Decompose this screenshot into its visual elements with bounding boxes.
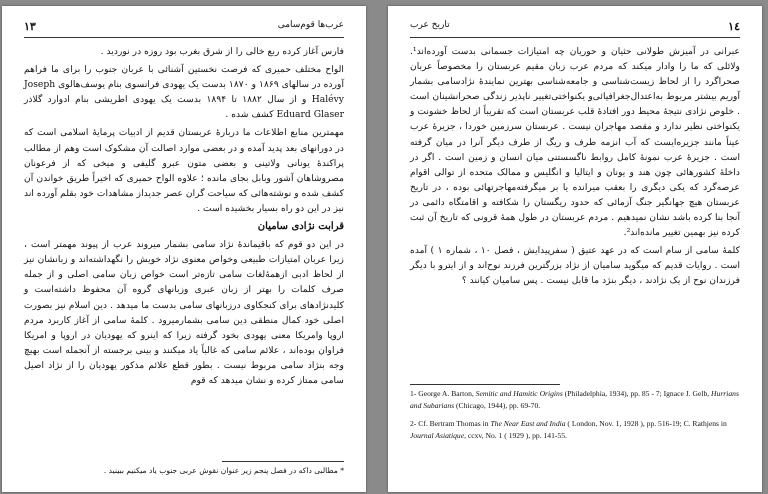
footnote-2: 2- Cf. Bertram Thomas in The Near East and India ( London, Nov. 1, 1928 ), pp. 516-19; C. Rathjens in Journal Asiatique, ccxv, No. 1 ( 1929 ), pp. 141-55. — [410, 419, 727, 440]
page-body — [24, 44, 344, 391]
paragraph: عبرانی در آمیزش طولانی حثیان و حوریان چه امتیازات جسمانی بدست آورده‌اند¹. ولائلی که ما را وادار میکند که مردم عرب زبان مقیم عربستان را مخصوصاً عربان صحراگرد را از لحاظ زیست‌شناسی و جامعه‌شناسی بهترین نمایندهٔ نژادسامی بشمار آوریم بیشتر مربوط به‌اعتدال‌جغرافیائی‌و یکنواختی‌تغییر ناپذیر زندگی صحرانشینان است . خلوص نژادی نتیجهٔ محیط دور افتادهٔ قلب عربستان است که تقریباً از لحاظ خشونت و یکنواختی نظیر ندارد و مقصد مهاجران نیست . عربستان سرزمین خوردا ، جزیرهٔ عرب عیناً مانند جزیره‌ایست که آب انزمه طرف و ریگ از طرف دیگر آنرا در میان گرفته است . جزیرهٔ عرب نمونهٔ کامل روابط ناگسستنی میان انسان و زمین است . اگر در داخلهٔ کشورهائی چون هند و یونان و ایتالیا و انگلیس و ممالک متحده از توالی اقوام عرصه‌گرد که یکی دیگری را بعقب میرانده یا بر میگرفته‌مهاجرتهائی بوده ، در تاریخ عربستان هیچ جهانگیر جنگ آزمائی که حدود ریگستان را شکافته و اقامتگاه دائمی در آنجا بنا کرده باشد نشان نمیدهیم . مردم عربستان در طول همهٔ قرونی که تاریخ آن ثبت کرده نیز بهمین تغییر مانده‌اند². — [410, 46, 740, 239]
paragraph: مهمترین منابع اطلاعات ما دربارهٔ عربستان قدیم از ادبیات پرمایهٔ اسلامی است که در دورانهای بعد پدید آمده و در بعضی موارد اصالت آن مشکوک است وهم از مطالب پراکندهٔ یونانی ولاتینی و بعضی متون عبرو گلیفی و میخی که از فرعونان مصروشاهان آشور وبابل بجای مانده ؛ علاوه الواح حمیری که اخیراً طریق خواندن آن کشف شده و نوشته‌هائی که سیاحت گران عصر جدیداز مشاهدات خود بقلم آورده اند نیز در این دو راه بسیار بخشیده است . — [24, 127, 344, 214]
left-page — [2, 6, 366, 492]
running-title: عرب‌ها قوم‌سامی — [277, 20, 344, 30]
header-rule — [410, 37, 740, 38]
page-body — [410, 44, 740, 292]
footnote: * مطالبی داکه در فصل پنجم زیر عنوان نقوش عربی جنوب یاد میکنیم ببینید . — [103, 466, 344, 475]
footnote-rule — [410, 384, 560, 385]
page-number: ١٤ — [728, 20, 740, 33]
footnotes — [410, 388, 740, 442]
paragraph: الواح مختلف حمیری که فرصت نخستین آشنائی با عربان جنوب را برای ما فراهم آورده در سالهای ۱۸۶۹ و ۱۸۷۰ بدست یک یهودی فرانسوی بنام یوسف‌هالوی Joseph Halévy و از سال ۱۸۸۲ تا ۱۸۹۴ بدست یک یهودی اطریشی بنام ادوارد گلاذر Eduard Glaser کشف شده . — [24, 64, 344, 121]
paragraph: فارس آغاز کرده ربع خالی را از شرق بغرب بود روزه در نوردید . — [100, 46, 344, 57]
header-rule — [24, 37, 344, 38]
page-number: ۱۳ — [24, 20, 36, 33]
running-head — [24, 20, 344, 36]
right-page — [388, 6, 762, 492]
paragraph: کلمهٔ سامی از سام است که در عهد عتیق ( سفرپیدایش ، فصل ۱۰ ، شماره ۱ ) آمده است . روایات قدیم که میگوید ساميان از نژاد بزرگترین فرزند نوح‌اند و از ایترو با دیگر فرزندان نوح از یک نژادند ، دیگر بنژد ما قابل نیست . پس سامیان کیانند ؟ — [410, 245, 740, 287]
footnote-rule — [222, 461, 344, 462]
footnote-1: 1- George A. Barton, Semitic and Hamitic Origins (Philadelphia, 1934), pp. 85 - 7; Ignace J. Gelb, Hurrians and Subarians (Chicago, 1944), pp. 69-70. — [410, 389, 739, 410]
section-heading: قرابت نژادی ساميان — [257, 221, 344, 233]
paragraph: در این دو قوم که باقیماندهٔ نژاد سامی بشمار میروند عرب از پیوند مهمتر است ، زیرا عربان امتیازات طبیعی وخواص معنوی نژاد خویش را نگهداشته‌اند و زبانشان نیز از لحاظ ادبی ازهمهٔ‌لغات سامی تازه‌تر است خواص زبان سامی اصلی و از جمله صرف کلمات را بهتر از زبان عبری وزبانهای گروه آن محفوظ داشته‌است و کلیدنژادهای برای کنجکاوی درزبانهای سامی بدست ما میدهد . دین اسلام نیز بصورت اصلی خود کمال منطقی دین سامی بشمارمیرود . کلمهٔ سامی از آغاز کاربرد مردم اروپا وامریکا معنی یهودی بخود گرفته زیرا که اینرو که یهودیان در اروپا و امریکا فراوان بوده‌اند ، علائم سامی که غالباً یاد میکنند و بینی برجسته از آنجمله است بهیچ وجه بنژاد سامی مربوط نیست . بطور قطع علائم مذکور یهودیان را از نژاد اصیل سامی ممتاز کرده و نشان میدهد که قوم — [24, 239, 344, 386]
running-title: تاریخ عرب — [410, 20, 450, 30]
running-head — [410, 20, 740, 36]
